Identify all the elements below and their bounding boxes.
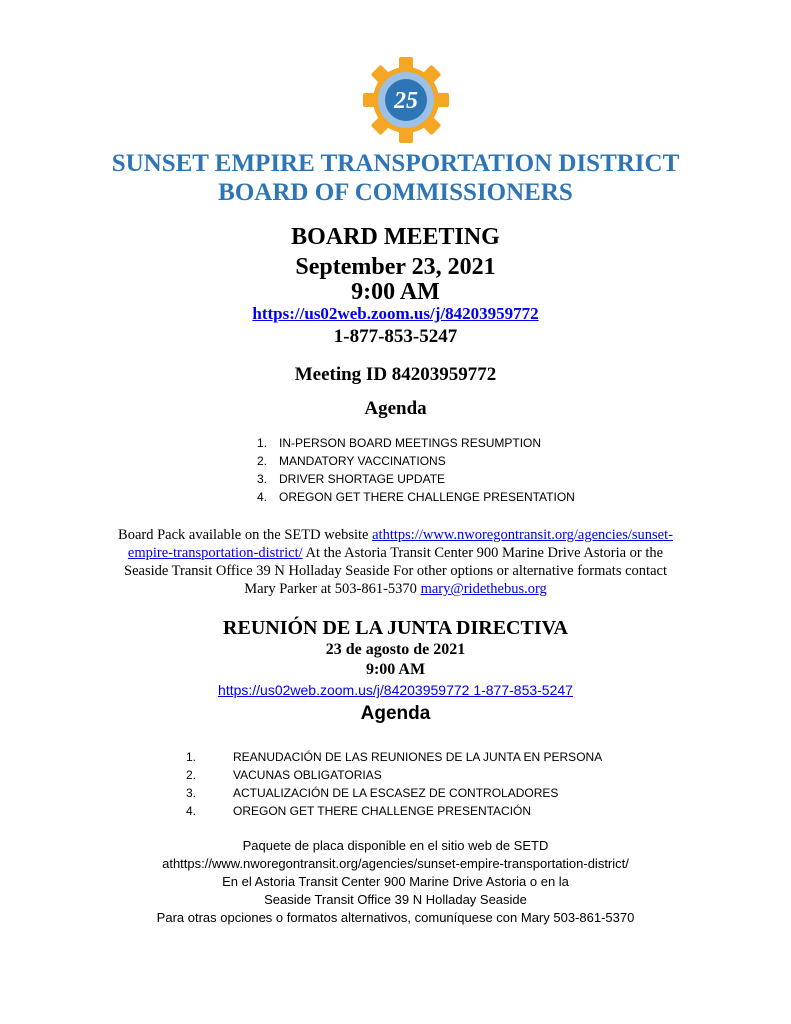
phone-number: 1-877-853-5247 — [333, 326, 458, 347]
agenda-item-es: 4. OREGON GET THERE CHALLENGE PRESENTACIÓN — [186, 804, 532, 818]
footer-line: athttps://www.nworegontransit.org/agencies/sunset-empire-transportation-district/ — [162, 856, 629, 871]
setd-25-logo — [361, 55, 451, 145]
agenda-list-es — [186, 748, 602, 820]
board-pack-link[interactable]: athttps://www.nworegontransit.org/agencies/sunset- — [372, 527, 673, 543]
org-name-line1: SUNSET EMPIRE TRANSPORTATION DISTRICT — [111, 150, 680, 177]
email-link[interactable]: mary@ridethebus.org — [420, 581, 547, 597]
footer-paragraph-es — [60, 837, 731, 927]
gear-badge-icon — [361, 55, 451, 145]
meeting-title-es: REUNIÓN DE LA JUNTA DIRECTIVA — [223, 617, 568, 639]
org-name-line2: BOARD OF COMMISSIONERS — [218, 179, 573, 206]
meeting-date-es: 23 de agosto de 2021 — [325, 641, 466, 658]
agenda-heading: Agenda — [364, 398, 427, 419]
board-pack-link-cont[interactable]: empire-transportation-district/ — [127, 545, 303, 561]
footer-line: En el Astoria Transit Center 900 Marine Drive Astoria o en la — [222, 874, 569, 889]
board-pack-paragraph: Board Pack available on the SETD website athttps://www.nworegontransit.org/agencies/sunset- empire-transportation-district/ At the Astoria Transit Center 900 Marine Drive Astoria or the Seaside Transit Office 39 N Holladay Seaside For other options or alternative formats contact Mary Parker at 503-861-5370 mary@ridethebus.org — [118, 527, 673, 597]
agenda-item-es: 3. ACTUALIZACIÓN DE LA ESCASEZ DE CONTROLADORES — [186, 786, 559, 800]
zoom-link-es[interactable]: https://us02web.zoom.us/j/84203959772 1-877-853-5247 — [218, 682, 573, 698]
meeting-time-es: 9:00 AM — [365, 661, 426, 678]
meeting-time: 9:00 AM — [351, 279, 440, 305]
footer-line: Para otras opciones o formatos alternativos, comuníquese con Mary 503-861-5370 — [156, 910, 635, 925]
meeting-title: BOARD MEETING — [291, 224, 500, 250]
agenda-item: 1. IN-PERSON BOARD MEETINGS RESUMPTION — [257, 436, 542, 450]
footer-line: Seaside Transit Office 39 N Holladay Seaside — [264, 892, 527, 907]
footer-line: Paquete de placa disponible en el sitio web de SETD — [242, 838, 549, 853]
agenda-list-en — [257, 434, 575, 506]
meeting-id: Meeting ID 84203959772 — [294, 364, 497, 385]
logo-text: 25 — [394, 88, 418, 114]
zoom-link[interactable]: https://us02web.zoom.us/j/84203959772 — [252, 304, 539, 323]
agenda-item: 3. DRIVER SHORTAGE UPDATE — [257, 472, 446, 486]
agenda-item-es: 2. VACUNAS OBLIGATORIAS — [186, 768, 382, 782]
agenda-item: 2. MANDATORY VACCINATIONS — [257, 454, 446, 468]
agenda-heading-es: Agenda — [360, 703, 431, 724]
meeting-date: September 23, 2021 — [295, 254, 496, 280]
agenda-item-es: 1. REANUDACIÓN DE LAS REUNIONES DE LA JUNTA EN PERSONA — [186, 750, 603, 764]
agenda-item: 4. OREGON GET THERE CHALLENGE PRESENTATION — [257, 490, 575, 504]
